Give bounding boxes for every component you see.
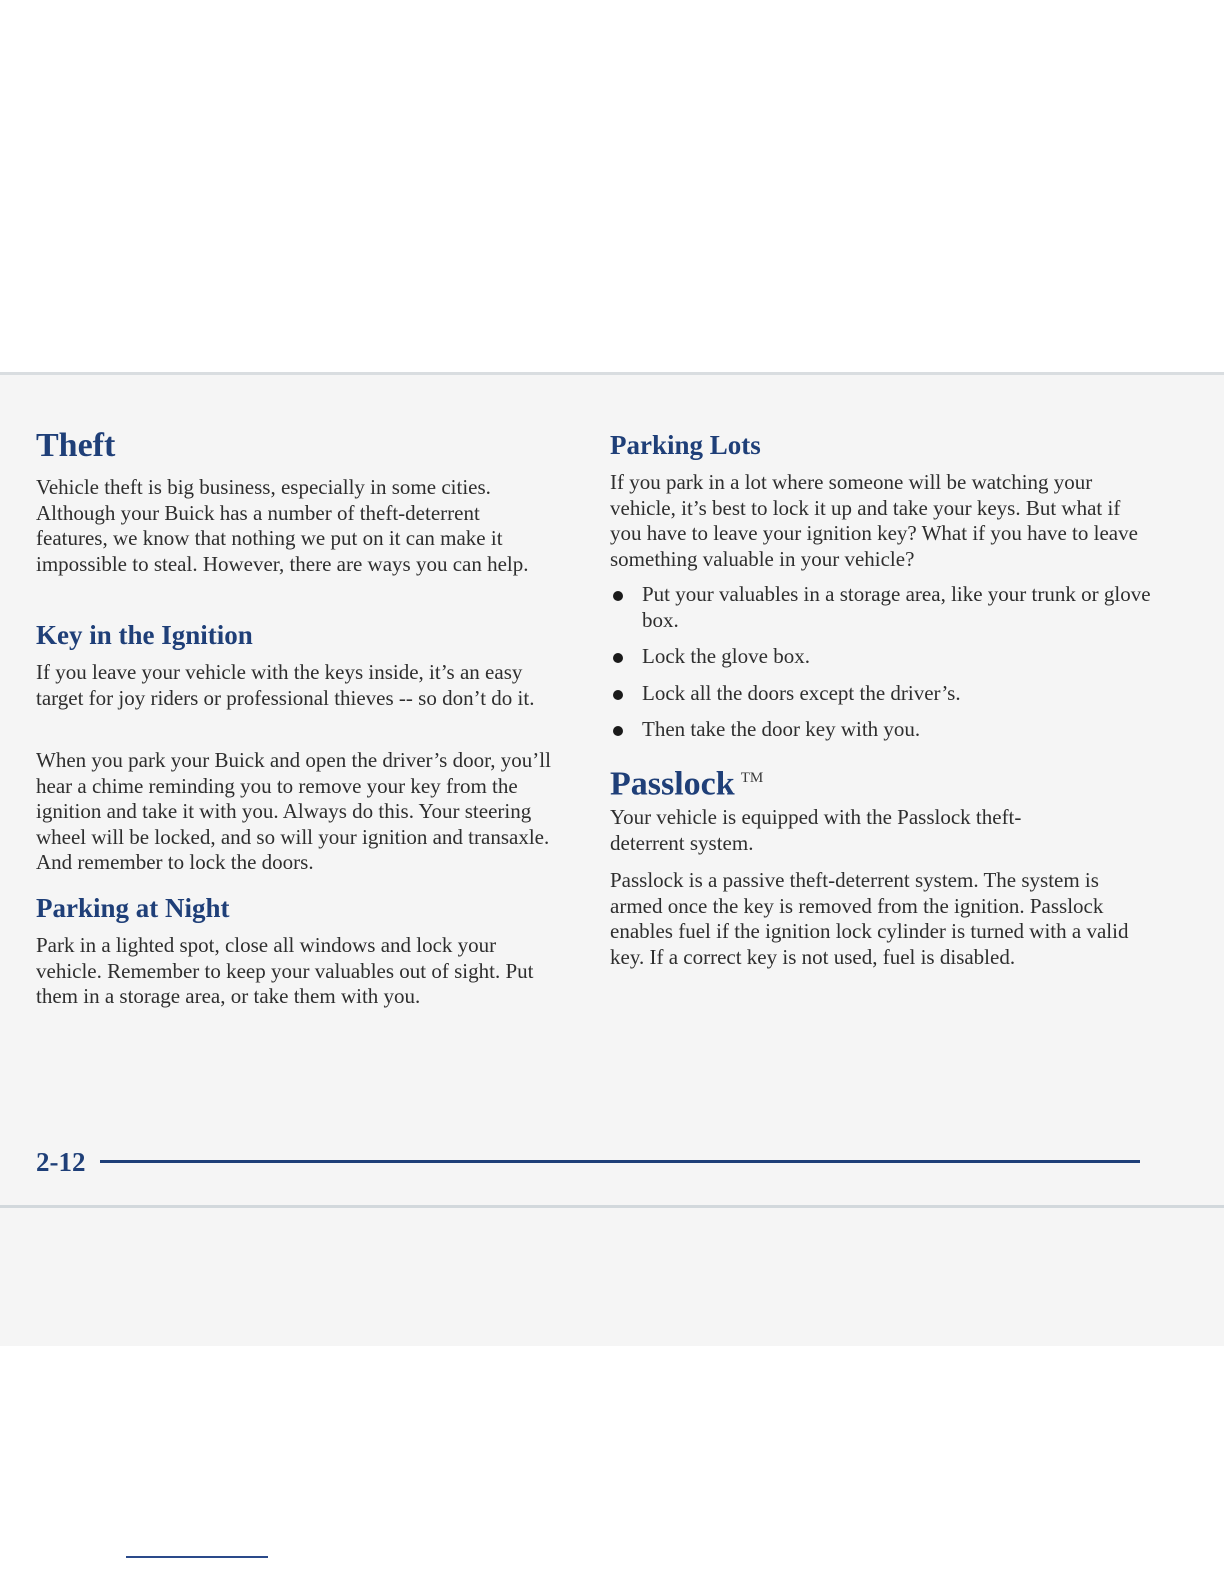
bullet-dot-icon (613, 653, 623, 663)
page-number: 2-12 (36, 1147, 86, 1177)
parking-at-night-heading: Parking at Night (36, 893, 230, 923)
list-item (610, 681, 1170, 707)
theft-body: Vehicle theft is big business, especially in some cities. Although your Buick has a number of theft-deterrent features, we know that nothing we put on it can make it impossible to steal. However, there are ways you can help. (36, 475, 529, 576)
list-item (610, 644, 1170, 670)
list-item-text: Then take the door key with you. (642, 717, 921, 741)
parking-lots-heading: Parking Lots (610, 430, 761, 460)
bullet-dot-icon (613, 690, 623, 700)
key-in-ignition-para-2: When you park your Buick and open the driver’s door, you’ll hear a chime reminding you to remove your key from the ignition and take it with you. Always do this. Your steering wheel will be locked, and so will your ignition and transaxle. And remember to lock the doors. (36, 748, 551, 874)
bullet-dot-icon (613, 591, 623, 601)
parking-at-night-body: Park in a lighted spot, close all windows and lock your vehicle. Remember to keep your valuables out of sight. Put them in a storage area, or take them with you. (36, 933, 534, 1008)
list-item (610, 582, 1170, 633)
passlock-heading (610, 758, 763, 804)
bottom-divider (0, 1205, 1224, 1208)
passlock-heading-text: Passlock (610, 765, 735, 803)
passlock-para-2: Passlock is a passive theft-deterrent system. The system is armed once the key is removed from the ignition. Passlock enables fuel if the ignition lock cylinder is turned with a valid key. If a correct key is not used, fuel is disabled. (610, 868, 1129, 969)
key-in-ignition-heading: Key in the Ignition (36, 620, 253, 650)
bullet-dot-icon (613, 726, 623, 736)
key-in-ignition-para-1: If you leave your vehicle with the keys inside, it’s an easy target for joy riders or professional thieves -- so don’t do it. (36, 660, 535, 710)
theft-heading: Theft (36, 427, 116, 464)
trademark-mark: TM (740, 770, 764, 786)
list-item-text: Lock the glove box. (642, 644, 810, 668)
edge-mark-rule (126, 1556, 268, 1558)
list-item-text: Put your valuables in a storage area, like your trunk or glove box. (642, 582, 1151, 632)
parking-lots-bullet-list (610, 582, 1170, 754)
parking-lots-body: If you park in a lot where someone will be watching your vehicle, it’s best to lock it up and take your keys. But what if you have to leave your ignition key? What if you have to leave something valuable in your vehicle? (610, 470, 1138, 571)
list-item-text: Lock all the doors except the driver’s. (642, 680, 961, 705)
list-item (610, 717, 1170, 743)
passlock-para-1: Your vehicle is equipped with the Passlock theft-deterrent system. (610, 805, 1022, 855)
top-divider (0, 372, 1224, 375)
footer-rule (100, 1160, 1140, 1163)
